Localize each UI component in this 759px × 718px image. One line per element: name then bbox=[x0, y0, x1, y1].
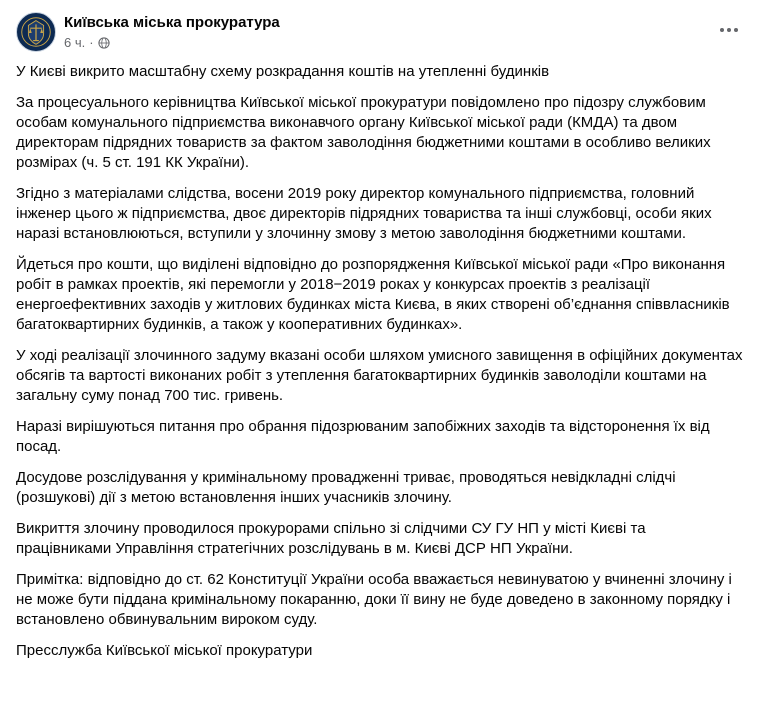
post-paragraph: Згідно з матеріалами слідства, восени 2019 року директор комунального підприємства, головний інженер цього ж підприємства, двоє директорів підрядних товариства та інші службовці, особи яких наразі встановлюються, вступили у злочинну змову з метою заволодіння бюджетними коштами. bbox=[16, 185, 712, 242]
post-header bbox=[16, 0, 743, 62]
more-options-icon bbox=[720, 28, 724, 32]
post-paragraph: Йдеться про кошти, що виділені відповідно до розпорядження Київської міської ради «Про виконання робіт в рамках проектів, які перемогли у 2018−2019 роках у конкурсах проектів з реалізації енергоефективних заходів у житлових будинках міста Києва, в яких створені об’єднання співвласників багатоквартирних будинків, а також у кооперативних будинках». bbox=[16, 256, 730, 333]
post-paragraph: Наразі вирішуються питання про обрання підозрюваним запобіжних заходів та відсторонення їх від посад. bbox=[16, 418, 710, 455]
post-paragraph: Досудове розслідування у кримінальному провадженні триває, проводяться невідкладні слідчі (розшукові) дії з метою встановлення інших учасників злочину. bbox=[16, 469, 676, 506]
post-paragraph: За процесуального керівництва Київської міської прокуратури повідомлено про підозру службовим особам комунального підприємства виконавчого органу Київської міської ради (КМДА) та двом директорам підрядних товариств за фактом заволодіння бюджетними коштами в особливо великих розмірах (ч. 5 ст. 191 КК України). bbox=[16, 94, 711, 171]
page-avatar[interactable] bbox=[16, 12, 56, 52]
globe-icon[interactable] bbox=[98, 37, 110, 49]
post-body bbox=[16, 62, 743, 661]
post-paragraph-headline: У Києві викрито масштабну схему розкрадання коштів на утепленні будинків bbox=[16, 63, 550, 80]
post-meta bbox=[64, 34, 280, 52]
post-paragraph: Викриття злочину проводилося прокурорами спільно зі слідчими СУ ГУ НП у місті Києві та працівниками Управління стратегічних розслідувань в м. Києві ДСР НП України. bbox=[16, 520, 646, 557]
post-paragraph: У ході реалізації злочинного задуму вказані особи шляхом умисного завищення в офіційних документах обсягів та вартості виконаних робіт з утеплення багатоквартирних будинків заволоділи коштами на загальну суму понад 700 тис. гривень. bbox=[16, 347, 743, 404]
page-name-link[interactable]: Київська міська прокуратура bbox=[64, 14, 280, 31]
post-timestamp[interactable]: 6 ч. bbox=[64, 35, 86, 50]
meta-separator: · bbox=[89, 35, 94, 50]
more-options-button[interactable] bbox=[717, 18, 741, 42]
post-header-text bbox=[64, 12, 280, 52]
prosecutor-emblem-icon bbox=[17, 12, 55, 52]
post-paragraph: Примітка: відповідно до ст. 62 Конституції України особа вважається невинуватою у вчиненні злочину і не може бути піддана кримінальному покаранню, доки її вину не буде доведено в законному порядку і встановлено обвинувальним вироком суду. bbox=[16, 571, 732, 628]
post-signature: Пресслужба Київської міської прокуратури bbox=[16, 642, 313, 659]
